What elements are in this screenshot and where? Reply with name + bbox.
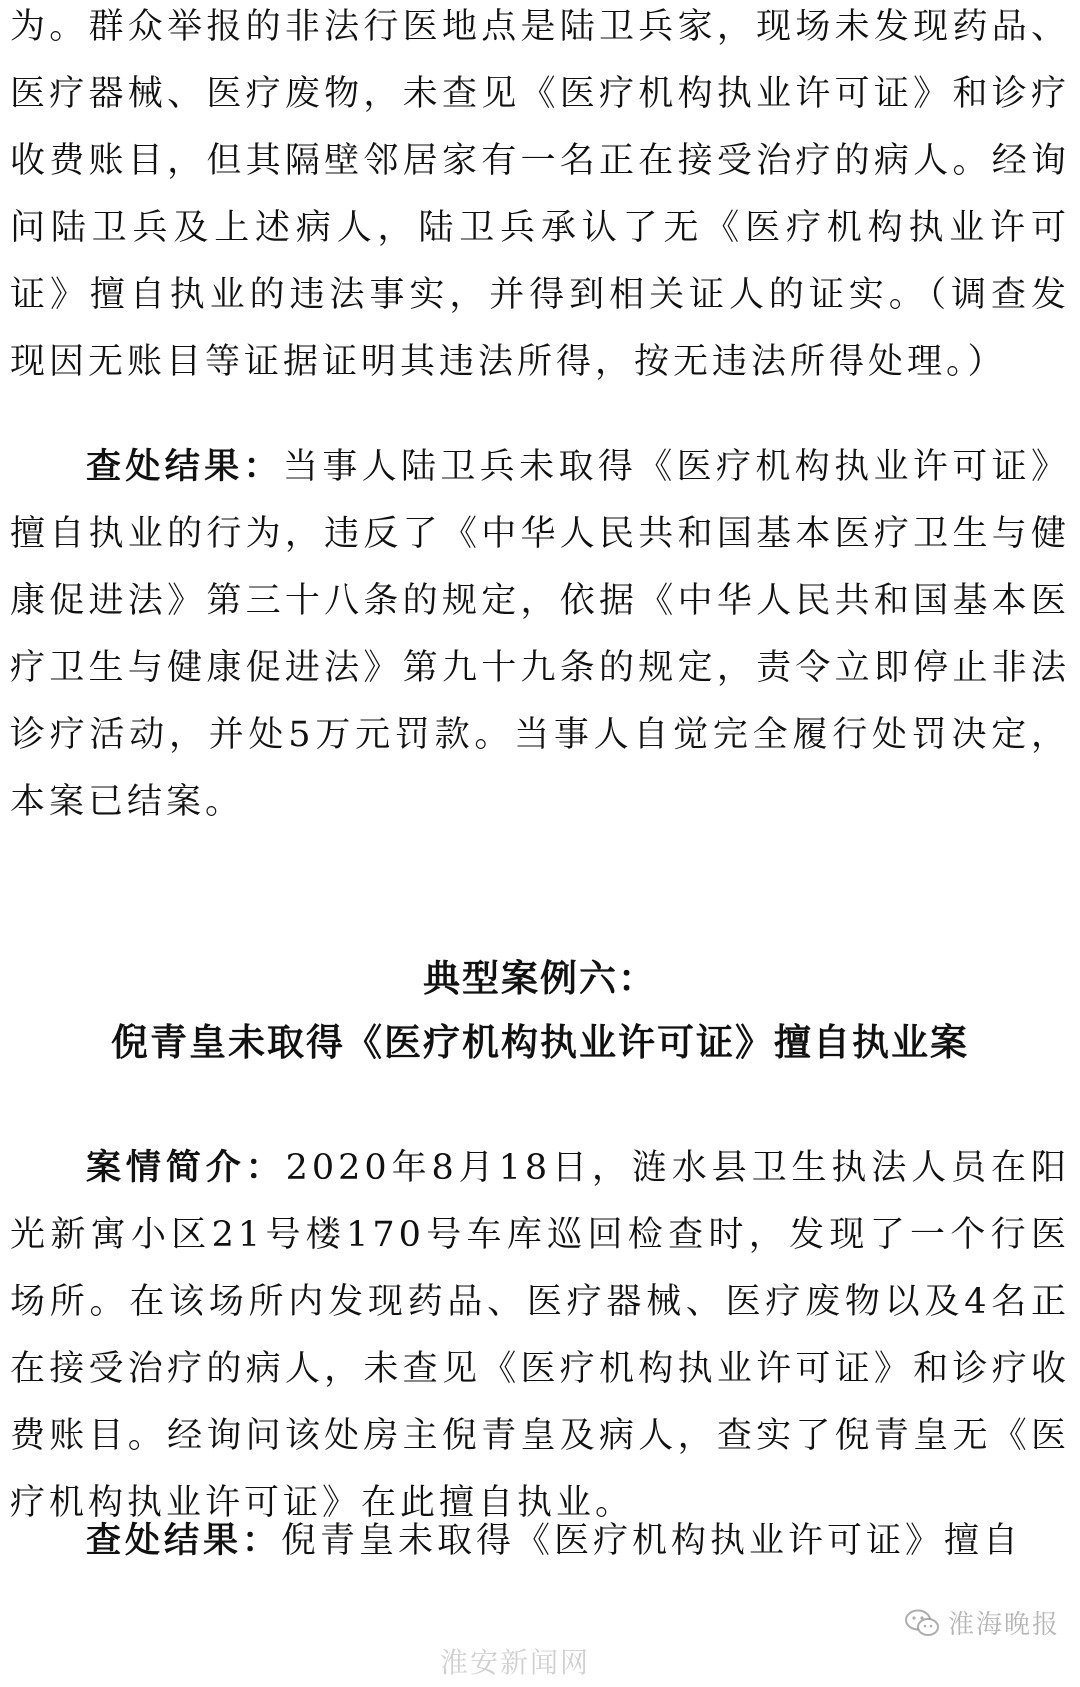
result-label: 查处结果：	[86, 1521, 282, 1561]
paragraph-text: 2020年8月18日，涟水县卫生执法人员在阳光新寓小区21号楼170号车库巡回检查时，发现了一个行医场所。在该场所内发现药品、医疗器械、医疗废物以及4名正在接受治疗的病人，未查见《医疗机构执业许可证》和诊疗收费账目。经询问该处房主倪青皇及病人，查实了倪青皇无《医疗机构执业许可证》在此擅自执业。	[10, 1148, 1070, 1523]
result-label: 查处结果：	[86, 447, 283, 487]
watermark-secondary: 淮安新闻网	[440, 1646, 591, 1679]
paragraph-text: 当事人陆卫兵未取得《医疗机构执业许可证》擅自执业的行为，违反了《中华人民共和国基本医疗卫生与健康促进法》第三十八条的规定，依据《中华人民共和国基本医疗卫生与健康促进法》第九十九条的规定，责令立即停止非法诊疗活动，并处5万元罚款。当事人自觉完全履行处罚决定，本案已结案。	[10, 447, 1070, 822]
watermark-brand: 淮海晚报	[947, 1610, 1060, 1640]
case-heading-number: 典型案例六：	[423, 957, 657, 1000]
case-heading-title: 倪青皇未取得《医疗机构执业许可证》擅自执业案	[111, 1021, 969, 1064]
paragraph-case-description	[10, 1135, 1070, 1537]
paragraph-text: 为。群众举报的非法行医地点是陆卫兵家，现场未发现药品、医疗器械、医疗废物，未查见《医疗机构执业许可证》和诊疗收费账目，但其隔壁邻居家有一名正在接受治疗的病人。经询问陆卫兵及上述病人，陆卫兵承认了无《医疗机构执业许可证》擅自执业的违法事实，并得到相关证人的证实。（调查发现因无账目等证据证明其违法所得，按无违法所得处理。）	[10, 7, 1070, 382]
paragraph-result-case6	[10, 1508, 1070, 1575]
paragraph-result-case5	[10, 434, 1070, 836]
watermark	[904, 1604, 1060, 1641]
description-label: 案情简介：	[86, 1148, 286, 1188]
paragraph-text: 倪青皇未取得《医疗机构执业许可证》擅自	[281, 1521, 1023, 1561]
wechat-icon	[904, 1608, 940, 1638]
paragraph-case-description-continued	[10, 0, 1070, 396]
